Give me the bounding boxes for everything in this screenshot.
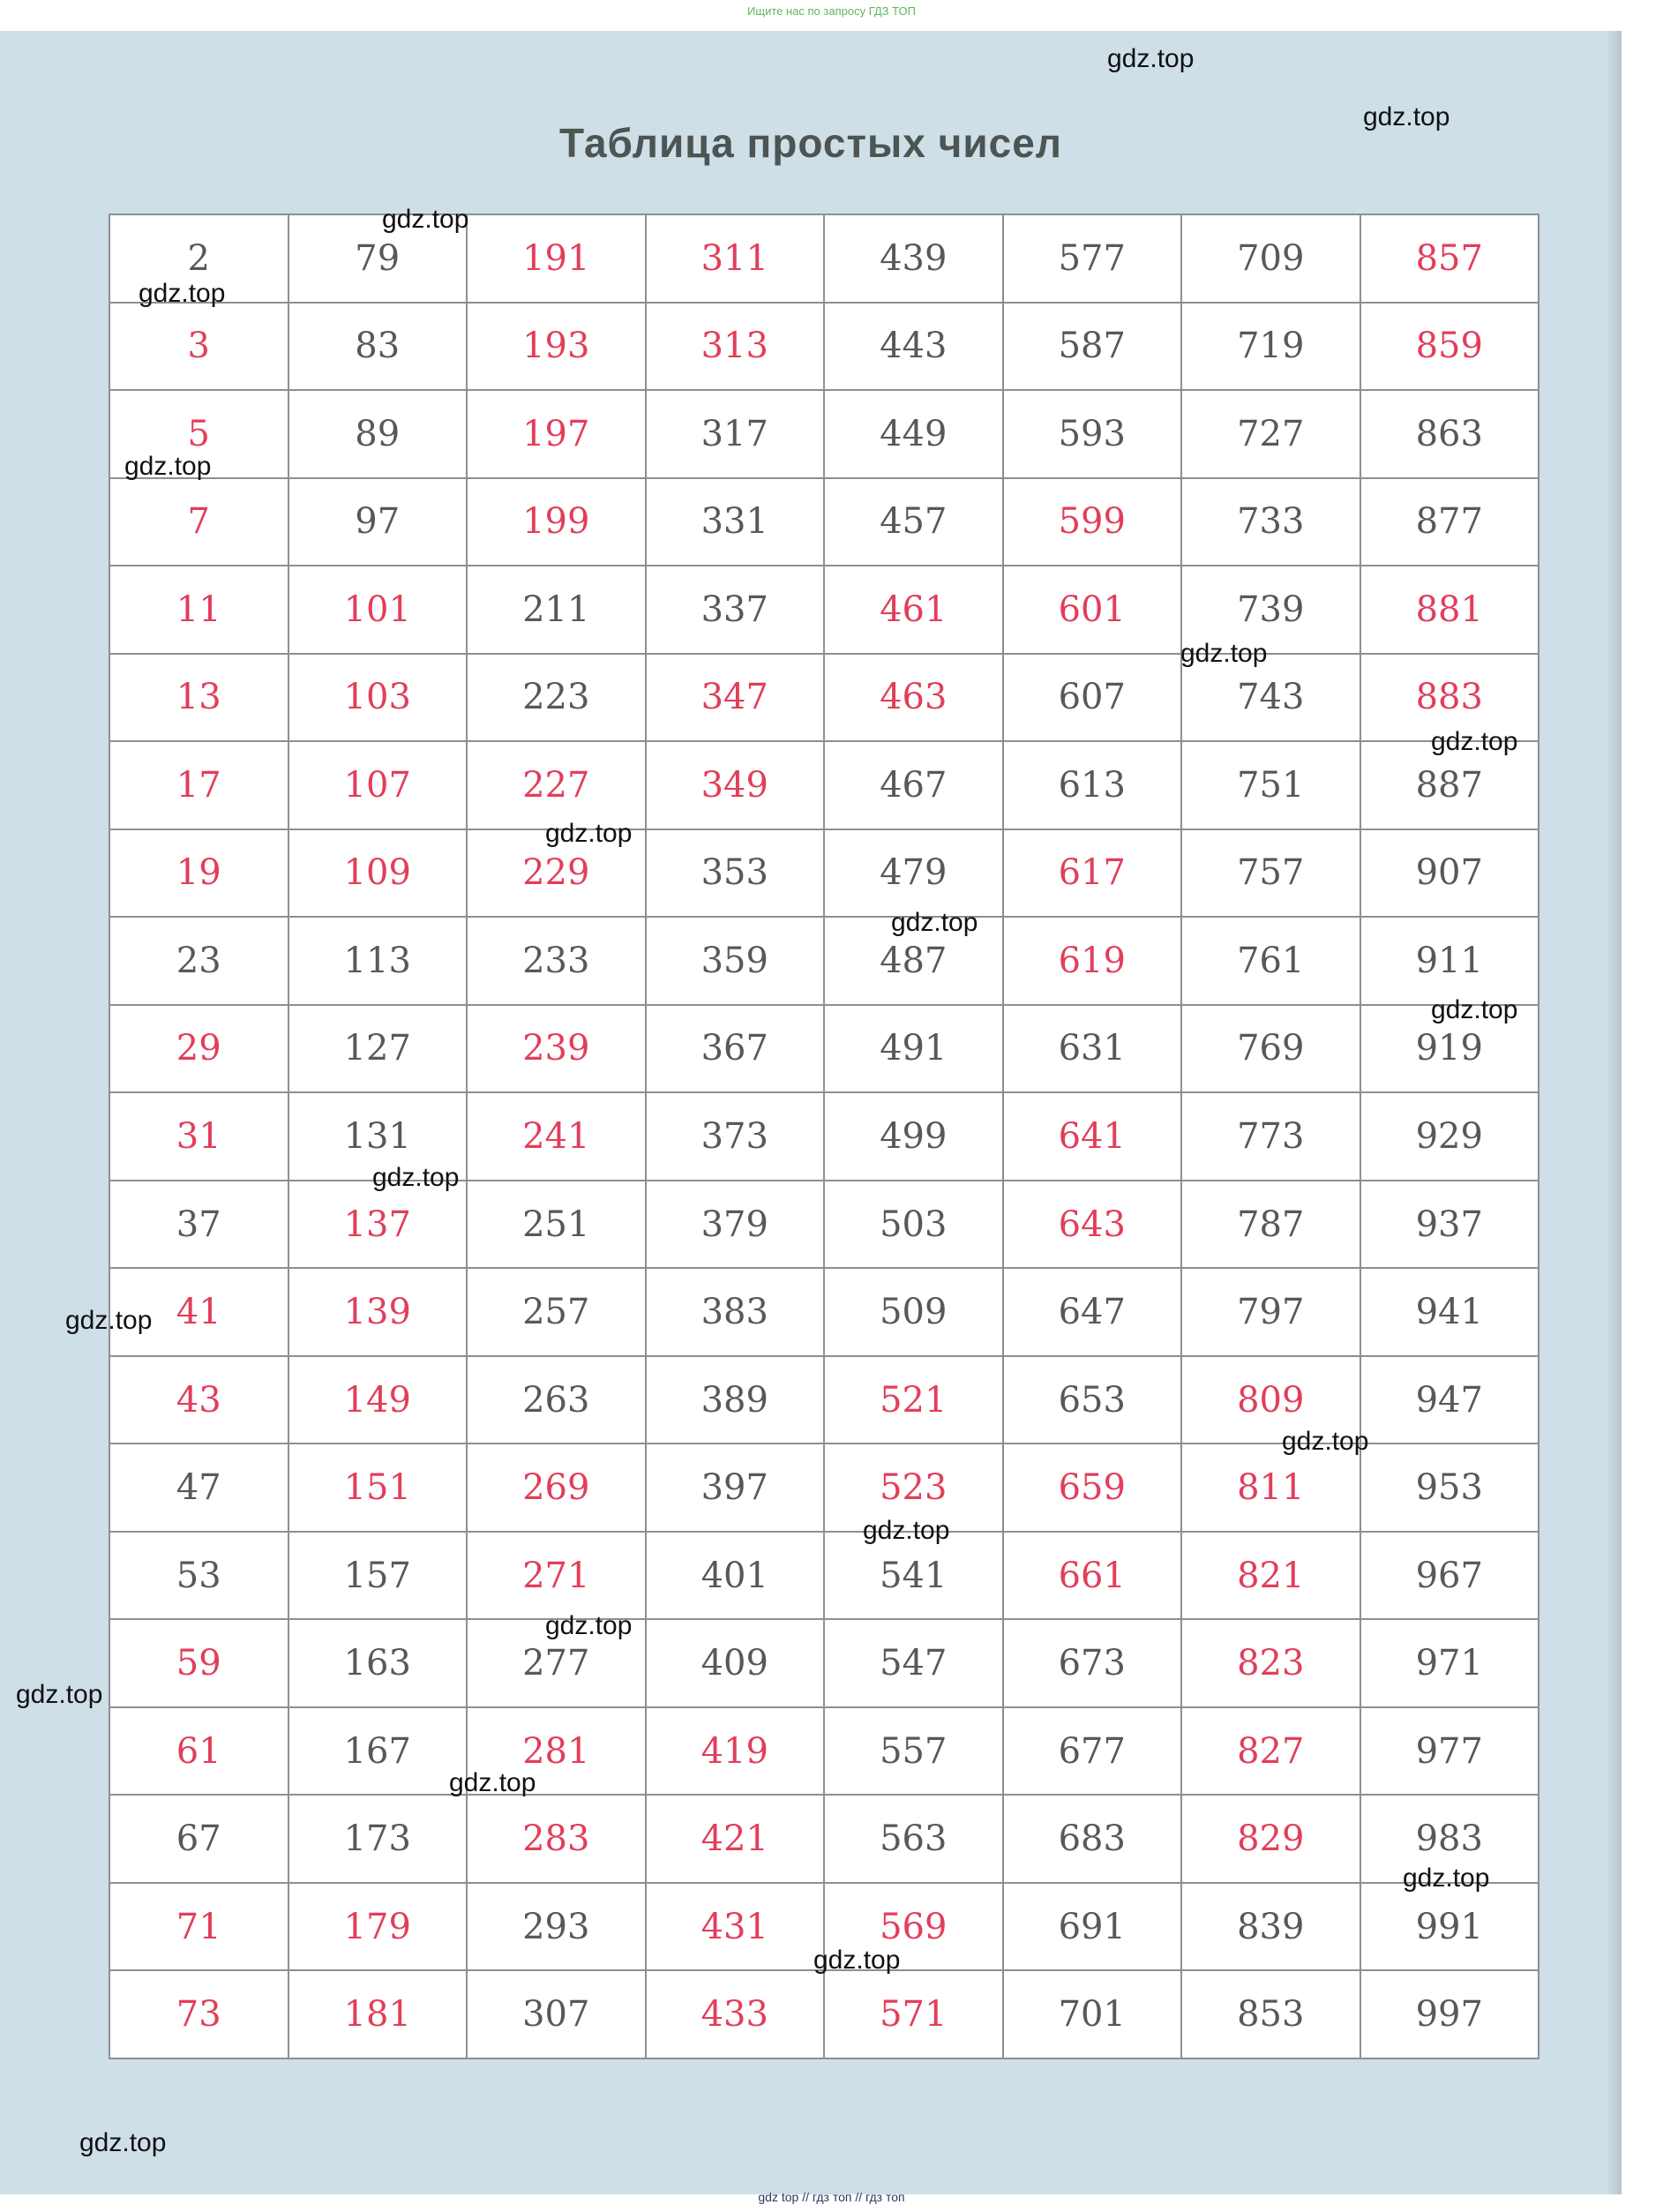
watermark: gdz.top [891, 908, 978, 937]
prime-cell: 223 [468, 655, 647, 743]
prime-cell: 977 [1361, 1708, 1540, 1796]
prime-cell: 971 [1361, 1620, 1540, 1708]
watermark: gdz.top [863, 1516, 950, 1545]
twin-prime-cell: 3 [110, 304, 289, 392]
twin-prime-cell: 823 [1182, 1620, 1361, 1708]
watermark: gdz.top [65, 1306, 153, 1335]
prime-cell: 953 [1361, 1444, 1540, 1533]
prime-cell: 167 [289, 1708, 468, 1796]
twin-prime-cell: 61 [110, 1708, 289, 1796]
prime-cell: 647 [1004, 1269, 1183, 1357]
watermark: gdz.top [1403, 1863, 1490, 1893]
twin-prime-cell: 809 [1182, 1357, 1361, 1445]
twin-prime-cell: 643 [1004, 1181, 1183, 1270]
watermark: gdz.top [1431, 727, 1518, 756]
prime-cell: 263 [468, 1357, 647, 1445]
twin-prime-cell: 71 [110, 1884, 289, 1972]
watermark: gdz.top [16, 1680, 103, 1709]
twin-prime-cell: 619 [1004, 918, 1183, 1006]
prime-cell: 941 [1361, 1269, 1540, 1357]
prime-cell: 683 [1004, 1796, 1183, 1884]
twin-prime-cell: 181 [289, 1971, 468, 2059]
prime-cell: 563 [825, 1796, 1004, 1884]
prime-cell: 163 [289, 1620, 468, 1708]
twin-prime-cell: 139 [289, 1269, 468, 1357]
watermark: gdz.top [372, 1163, 460, 1192]
prime-cell: 251 [468, 1181, 647, 1270]
prime-cell: 509 [825, 1269, 1004, 1357]
twin-prime-cell: 461 [825, 566, 1004, 655]
prime-cell: 991 [1361, 1884, 1540, 1972]
twin-prime-cell: 271 [468, 1533, 647, 1621]
twin-prime-cell: 109 [289, 830, 468, 919]
twin-prime-cell: 197 [468, 391, 647, 479]
prime-cell: 997 [1361, 1971, 1540, 2059]
twin-prime-cell: 659 [1004, 1444, 1183, 1533]
twin-prime-cell: 227 [468, 742, 647, 830]
twin-prime-cell: 349 [647, 742, 826, 830]
twin-prime-cell: 5 [110, 391, 289, 479]
prime-cell: 491 [825, 1006, 1004, 1094]
watermark: gdz.top [449, 1768, 536, 1797]
prime-cell: 653 [1004, 1357, 1183, 1445]
prime-cell: 443 [825, 304, 1004, 392]
watermark: gdz.top [545, 819, 633, 848]
prime-cell: 397 [647, 1444, 826, 1533]
twin-prime-cell: 827 [1182, 1708, 1361, 1796]
prime-cell: 479 [825, 830, 1004, 919]
twin-prime-cell: 107 [289, 742, 468, 830]
prime-cell: 317 [647, 391, 826, 479]
prime-cell: 677 [1004, 1708, 1183, 1796]
prime-cell: 541 [825, 1533, 1004, 1621]
twin-prime-cell: 347 [647, 655, 826, 743]
prime-cell: 53 [110, 1533, 289, 1621]
twin-prime-cell: 569 [825, 1884, 1004, 1972]
twin-prime-cell: 523 [825, 1444, 1004, 1533]
prime-cell: 967 [1361, 1533, 1540, 1621]
twin-prime-cell: 13 [110, 655, 289, 743]
prime-cell: 631 [1004, 1006, 1183, 1094]
twin-prime-cell: 463 [825, 655, 1004, 743]
prime-cell: 673 [1004, 1620, 1183, 1708]
twin-prime-cell: 859 [1361, 304, 1540, 392]
prime-cell: 487 [825, 918, 1004, 1006]
twin-prime-cell: 281 [468, 1708, 647, 1796]
twin-prime-cell: 311 [647, 215, 826, 304]
twin-prime-cell: 101 [289, 566, 468, 655]
twin-prime-cell: 151 [289, 1444, 468, 1533]
prime-cell: 379 [647, 1181, 826, 1270]
prime-cell: 331 [647, 479, 826, 567]
prime-cell: 503 [825, 1181, 1004, 1270]
watermark: gdz.top [124, 452, 212, 481]
twin-prime-cell: 239 [468, 1006, 647, 1094]
prime-cell: 691 [1004, 1884, 1183, 1972]
twin-prime-cell: 857 [1361, 215, 1540, 304]
page-edge [1606, 31, 1622, 2194]
prime-cell: 769 [1182, 1006, 1361, 1094]
prime-cell: 131 [289, 1093, 468, 1181]
twin-prime-cell: 199 [468, 479, 647, 567]
prime-cell: 467 [825, 742, 1004, 830]
top-banner: Ищите нас по запросу ГДЗ ТОП [747, 4, 916, 18]
twin-prime-cell: 313 [647, 304, 826, 392]
twin-prime-cell: 17 [110, 742, 289, 830]
twin-prime-cell: 241 [468, 1093, 647, 1181]
prime-cell: 877 [1361, 479, 1540, 567]
prime-cell: 757 [1182, 830, 1361, 919]
prime-cell: 409 [647, 1620, 826, 1708]
prime-cell: 233 [468, 918, 647, 1006]
twin-prime-cell: 269 [468, 1444, 647, 1533]
twin-prime-cell: 191 [468, 215, 647, 304]
prime-cell: 211 [468, 566, 647, 655]
watermark: gdz.top [1107, 44, 1195, 73]
twin-prime-cell: 661 [1004, 1533, 1183, 1621]
twin-prime-cell: 41 [110, 1269, 289, 1357]
twin-prime-cell: 229 [468, 830, 647, 919]
prime-cell: 547 [825, 1620, 1004, 1708]
twin-prime-cell: 433 [647, 1971, 826, 2059]
twin-prime-cell: 31 [110, 1093, 289, 1181]
watermark: gdz.top [382, 205, 469, 234]
prime-cell: 373 [647, 1093, 826, 1181]
bottom-banner: gdz top // гдз топ // гдз топ [758, 2190, 905, 2204]
twin-prime-cell: 641 [1004, 1093, 1183, 1181]
prime-cell: 907 [1361, 830, 1540, 919]
twin-prime-cell: 73 [110, 1971, 289, 2059]
twin-prime-cell: 103 [289, 655, 468, 743]
twin-prime-cell: 193 [468, 304, 647, 392]
prime-cell: 47 [110, 1444, 289, 1533]
prime-cell: 557 [825, 1708, 1004, 1796]
prime-cell: 457 [825, 479, 1004, 567]
prime-cell: 113 [289, 918, 468, 1006]
prime-cell: 787 [1182, 1181, 1361, 1270]
twin-prime-cell: 821 [1182, 1533, 1361, 1621]
twin-prime-cell: 29 [110, 1006, 289, 1094]
twin-prime-cell: 419 [647, 1708, 826, 1796]
prime-cell: 293 [468, 1884, 647, 1972]
prime-cell: 751 [1182, 742, 1361, 830]
prime-cell: 389 [647, 1357, 826, 1445]
watermark: gdz.top [813, 1946, 901, 1975]
prime-cell: 83 [289, 304, 468, 392]
prime-cell: 947 [1361, 1357, 1540, 1445]
twin-prime-cell: 599 [1004, 479, 1183, 567]
prime-cell: 257 [468, 1269, 647, 1357]
prime-cell: 587 [1004, 304, 1183, 392]
prime-cell: 911 [1361, 918, 1540, 1006]
prime-cell: 701 [1004, 1971, 1183, 2059]
prime-cell: 383 [647, 1269, 826, 1357]
prime-cell: 157 [289, 1533, 468, 1621]
prime-cell: 983 [1361, 1796, 1540, 1884]
prime-cell: 367 [647, 1006, 826, 1094]
twin-prime-cell: 431 [647, 1884, 826, 1972]
prime-table [109, 214, 1539, 2059]
prime-cell: 727 [1182, 391, 1361, 479]
prime-cell: 709 [1182, 215, 1361, 304]
watermark: gdz.top [139, 279, 226, 308]
prime-cell: 797 [1182, 1269, 1361, 1357]
prime-cell: 887 [1361, 742, 1540, 830]
watermark: gdz.top [1431, 995, 1518, 1024]
prime-cell: 863 [1361, 391, 1540, 479]
prime-cell: 839 [1182, 1884, 1361, 1972]
prime-cell: 739 [1182, 566, 1361, 655]
twin-prime-cell: 137 [289, 1181, 468, 1270]
twin-prime-cell: 883 [1361, 655, 1540, 743]
twin-prime-cell: 11 [110, 566, 289, 655]
watermark: gdz.top [1180, 639, 1268, 668]
prime-cell: 353 [647, 830, 826, 919]
prime-cell: 773 [1182, 1093, 1361, 1181]
twin-prime-cell: 617 [1004, 830, 1183, 919]
twin-prime-cell: 571 [825, 1971, 1004, 2059]
twin-prime-cell: 601 [1004, 566, 1183, 655]
prime-cell: 853 [1182, 1971, 1361, 2059]
twin-prime-cell: 149 [289, 1357, 468, 1445]
prime-cell: 593 [1004, 391, 1183, 479]
twin-prime-cell: 7 [110, 479, 289, 567]
prime-cell: 401 [647, 1533, 826, 1621]
twin-prime-cell: 19 [110, 830, 289, 919]
watermark: gdz.top [79, 2128, 167, 2157]
watermark: gdz.top [1363, 102, 1450, 131]
page-title: Таблица простых чисел [558, 120, 1062, 166]
prime-cell: 743 [1182, 655, 1361, 743]
prime-cell: 937 [1361, 1181, 1540, 1270]
prime-cell: 733 [1182, 479, 1361, 567]
twin-prime-cell: 283 [468, 1796, 647, 1884]
prime-cell: 449 [825, 391, 1004, 479]
prime-cell: 277 [468, 1620, 647, 1708]
twin-prime-cell: 43 [110, 1357, 289, 1445]
prime-cell: 79 [289, 215, 468, 304]
twin-prime-cell: 421 [647, 1796, 826, 1884]
twin-prime-cell: 59 [110, 1620, 289, 1708]
twin-prime-cell: 811 [1182, 1444, 1361, 1533]
prime-cell: 2 [110, 215, 289, 304]
prime-cell: 127 [289, 1006, 468, 1094]
twin-prime-cell: 881 [1361, 566, 1540, 655]
prime-cell: 67 [110, 1796, 289, 1884]
prime-cell: 499 [825, 1093, 1004, 1181]
prime-cell: 89 [289, 391, 468, 479]
prime-cell: 359 [647, 918, 826, 1006]
watermark: gdz.top [545, 1611, 633, 1640]
prime-cell: 929 [1361, 1093, 1540, 1181]
prime-cell: 919 [1361, 1006, 1540, 1094]
twin-prime-cell: 829 [1182, 1796, 1361, 1884]
prime-cell: 577 [1004, 215, 1183, 304]
prime-cell: 173 [289, 1796, 468, 1884]
prime-cell: 307 [468, 1971, 647, 2059]
prime-cell: 719 [1182, 304, 1361, 392]
prime-cell: 439 [825, 215, 1004, 304]
prime-cell: 23 [110, 918, 289, 1006]
prime-cell: 761 [1182, 918, 1361, 1006]
prime-cell: 37 [110, 1181, 289, 1270]
watermark: gdz.top [1282, 1427, 1369, 1456]
twin-prime-cell: 521 [825, 1357, 1004, 1445]
prime-cell: 337 [647, 566, 826, 655]
prime-cell: 613 [1004, 742, 1183, 830]
twin-prime-cell: 179 [289, 1884, 468, 1972]
prime-cell: 607 [1004, 655, 1183, 743]
prime-cell: 97 [289, 479, 468, 567]
